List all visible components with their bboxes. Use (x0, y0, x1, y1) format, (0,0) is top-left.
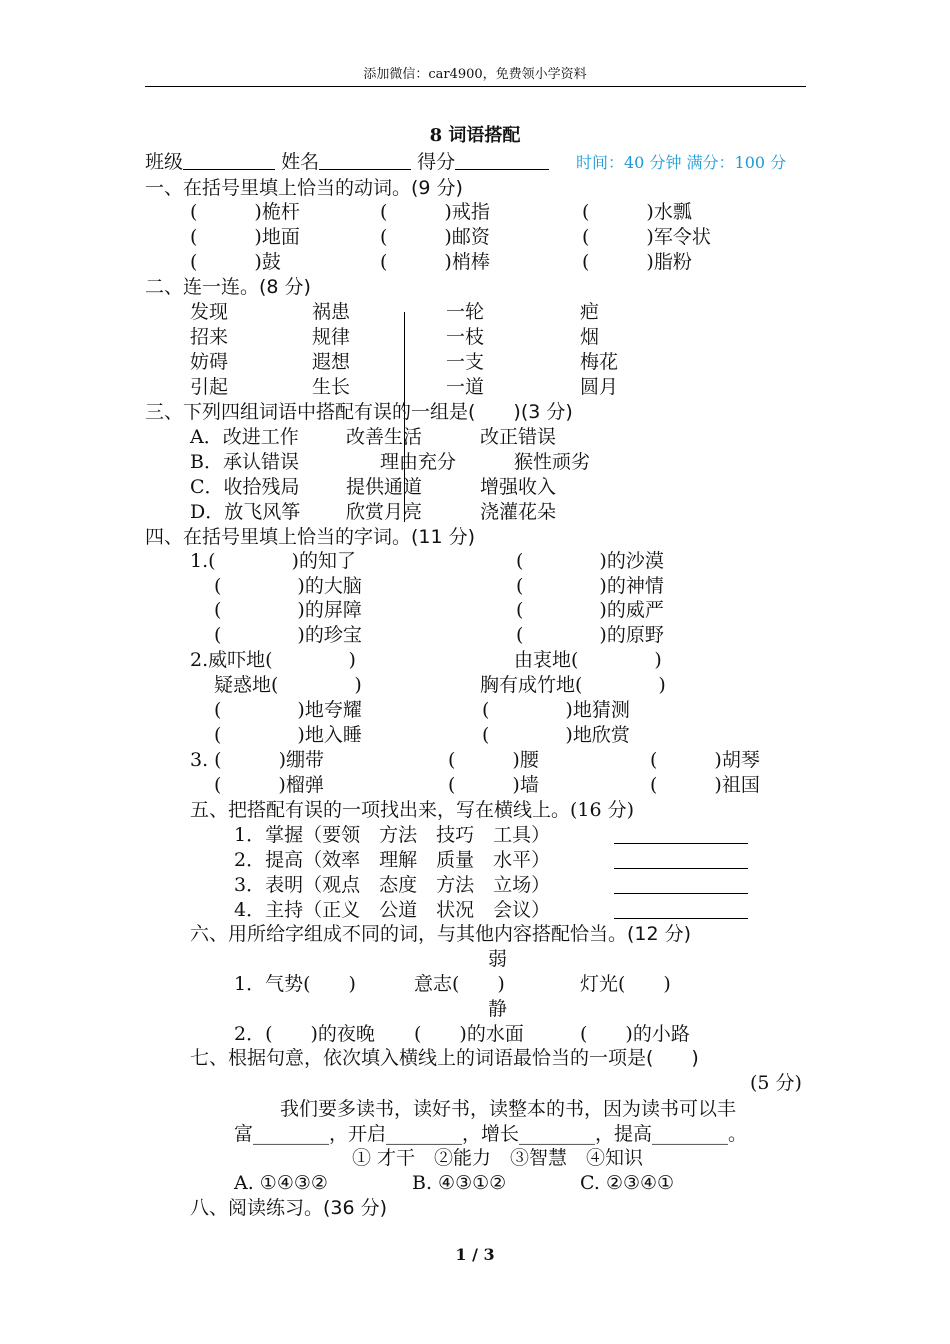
page-number: 1 / 3 (455, 1245, 495, 1264)
s2-word[interactable]: 一枝 (446, 326, 485, 348)
s4-item: ( )地猜测 (482, 699, 630, 721)
s2-word[interactable]: 遐想 (312, 351, 351, 373)
s1-item: ( )戒指 (380, 201, 490, 223)
s1-item: ( )邮资 (380, 226, 490, 248)
s1-item: ( )地面 (190, 226, 300, 248)
s7-sentence: 富________，开启________，增长________，提高________。 (234, 1123, 748, 1145)
s4-item: ( )腰 (448, 749, 539, 771)
s1-item: ( )鼓 (190, 251, 281, 273)
s4-item: ( )榴弹 (214, 774, 324, 796)
s6-char: 静 (488, 998, 508, 1020)
s2-word[interactable]: 规律 (312, 326, 351, 348)
s4-item: ( )地入睡 (214, 724, 362, 746)
s4-item: ( )的大脑 (214, 575, 362, 597)
s2-word[interactable]: 梅花 (580, 351, 619, 373)
s2-word[interactable]: 疤 (580, 301, 600, 323)
s4-item: ( )祖国 (650, 774, 760, 796)
section-3-heading: 三、下列四组词语中搭配有误的一组是( )(3 分) (145, 401, 573, 423)
name-label: 姓名 (281, 151, 320, 173)
s4-item: ( )胡琴 (650, 749, 760, 771)
s3-option-word: 猴性顽劣 (514, 451, 591, 473)
s4-item: 1.( )的知了 (190, 550, 356, 572)
s4-item: ( )的珍宝 (214, 624, 362, 646)
header-rule (145, 86, 806, 87)
s7-option[interactable]: B. ④③①② (412, 1172, 507, 1194)
s3-option-word: 浇灌花朵 (480, 501, 557, 523)
s6-item: ( )的小路 (580, 1023, 690, 1045)
s4-item: ( )的原野 (516, 624, 664, 646)
class-blank[interactable] (183, 153, 275, 170)
s3-option[interactable]: D．放飞风筝 (190, 501, 301, 523)
s4-item: 3. ( )绷带 (190, 749, 324, 771)
meta-row (145, 153, 549, 172)
section-4-heading: 四、在括号里填上恰当的字词。(11 分) (145, 526, 476, 548)
s1-item: ( )桅杆 (190, 201, 300, 223)
s2-word[interactable]: 妨碍 (190, 351, 229, 373)
s4-item: 胸有成竹地( ) (480, 674, 666, 696)
s2-word[interactable]: 圆月 (580, 376, 619, 398)
s1-item: ( )军令状 (582, 226, 711, 248)
s4-item: ( )的威严 (516, 599, 664, 621)
s4-item: ( )的屏障 (214, 599, 362, 621)
s4-item: ( )地欣赏 (482, 724, 630, 746)
s2-word[interactable]: 一道 (446, 376, 485, 398)
score-label: 得分 (417, 151, 456, 173)
s6-item: 灯光( ) (580, 973, 671, 995)
section-5-heading: 五、把搭配有误的一项找出来，写在横线上。(16 分) (190, 799, 635, 821)
s3-option[interactable]: A．改进工作 (190, 426, 299, 448)
section-8-heading: 八、阅读练习。(36 分) (190, 1197, 388, 1219)
section-2-heading: 二、连一连。(8 分) (145, 276, 311, 298)
s1-item: ( )脂粉 (582, 251, 692, 273)
s6-item: ( )的水面 (414, 1023, 524, 1045)
s4-item: ( )的神情 (516, 575, 664, 597)
s5-item: 1．掌握（要领 方法 技巧 工具） (234, 824, 551, 846)
s3-option-word: 欣赏月亮 (346, 501, 423, 523)
s3-option[interactable]: C．收拾残局 (190, 476, 300, 498)
s7-sentence: 我们要多读书，读好书，读整本的书，因为读书可以丰 (280, 1098, 737, 1120)
section-7-heading: 七、根据句意，依次填入横线上的词语最恰当的一项是( ) (190, 1047, 699, 1069)
s2-word[interactable]: 一轮 (446, 301, 485, 323)
s2-word[interactable]: 生长 (312, 376, 351, 398)
time-info: 时间：40 分钟 满分：100 分 (576, 153, 787, 172)
s6-item: 意志( ) (414, 973, 505, 995)
score-blank[interactable] (455, 153, 549, 170)
s6-item: 2．( )的夜晚 (234, 1023, 375, 1045)
answer-line[interactable] (614, 843, 748, 844)
s7-points: (5 分) (750, 1072, 802, 1094)
s2-word[interactable]: 烟 (580, 326, 600, 348)
s7-option[interactable]: C. ②③④① (580, 1172, 675, 1194)
s5-item: 3．表明（观点 态度 方法 立场） (234, 874, 551, 896)
s3-option-word: 提供通道 (346, 476, 423, 498)
s5-item: 4．主持（正义 公道 状况 会议） (234, 899, 551, 921)
s2-word[interactable]: 招来 (190, 326, 229, 348)
answer-line[interactable] (614, 868, 748, 869)
section-1-heading: 一、在括号里填上恰当的动词。(9 分) (145, 177, 463, 199)
name-blank[interactable] (319, 153, 411, 170)
page-title: 8 词语搭配 (429, 125, 521, 146)
s7-choices: ① 才干 ②能力 ③智慧 ④知识 (352, 1147, 644, 1169)
class-label: 班级 (145, 151, 184, 173)
answer-line[interactable] (614, 918, 748, 919)
answer-line[interactable] (614, 893, 748, 894)
s2-word[interactable]: 发现 (190, 301, 229, 323)
s4-item: 2.威吓地( ) (190, 649, 356, 671)
s4-item: 由衷地( ) (514, 649, 662, 671)
s2-word[interactable]: 一支 (446, 351, 485, 373)
s4-item: 疑惑地( ) (214, 674, 362, 696)
s4-item: ( )的沙漠 (516, 550, 664, 572)
s4-item: ( )墙 (448, 774, 539, 796)
s6-char: 弱 (488, 948, 508, 970)
page-header: 添加微信：car4900，免费领小学资料 (363, 67, 587, 82)
s7-option[interactable]: A. ①④③② (234, 1172, 328, 1194)
s3-option-word: 理由充分 (380, 451, 457, 473)
s3-option[interactable]: B．承认错误 (190, 451, 299, 473)
s3-option-word: 改善生活 (346, 426, 423, 448)
s1-item: ( )梢棒 (380, 251, 490, 273)
s1-item: ( )水瓢 (582, 201, 692, 223)
section-6-heading: 六、用所给字组成不同的词，与其他内容搭配恰当。(12 分) (190, 923, 692, 945)
s3-option-word: 增强收入 (480, 476, 557, 498)
s2-word[interactable]: 祸患 (312, 301, 351, 323)
s3-option-word: 改正错误 (480, 426, 557, 448)
s2-word[interactable]: 引起 (190, 376, 229, 398)
s4-item: ( )地夸耀 (214, 699, 362, 721)
s5-item: 2．提高（效率 理解 质量 水平） (234, 849, 551, 871)
s6-item: 1．气势( ) (234, 973, 356, 995)
